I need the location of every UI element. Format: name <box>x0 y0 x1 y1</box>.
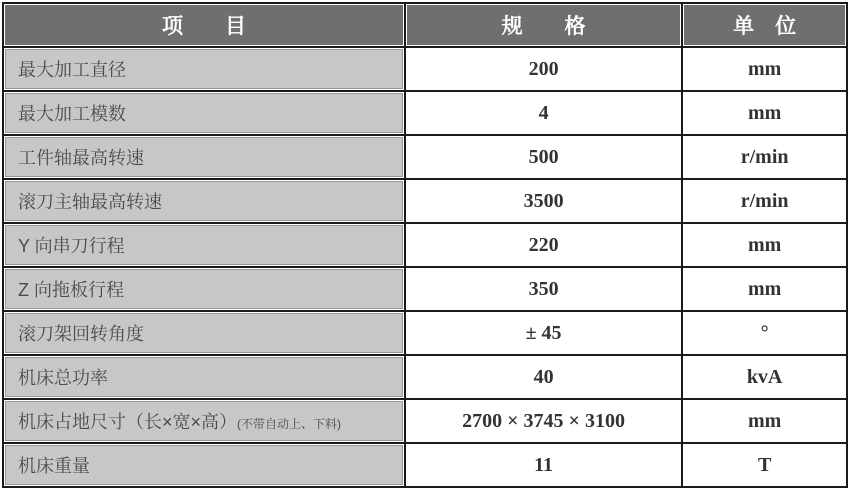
row-label: 滚刀主轴最高转速 <box>18 192 162 212</box>
spec-value-cell: 4 <box>406 92 681 134</box>
table-row <box>4 268 846 310</box>
unit-cell: T <box>683 444 846 486</box>
table-row <box>4 224 846 266</box>
spec-value-cell: 220 <box>406 224 681 266</box>
row-label: 机床总功率 <box>18 368 108 388</box>
spec-value-cell: 11 <box>406 444 681 486</box>
spec-value-cell: 200 <box>406 48 681 90</box>
col-header-item: 项 目 <box>4 4 404 46</box>
row-label-cell <box>4 48 404 90</box>
row-label-cell <box>4 180 404 222</box>
row-label-cell <box>4 92 404 134</box>
header-row <box>4 4 846 46</box>
unit-cell: r/min <box>683 136 846 178</box>
table-row <box>4 400 846 442</box>
unit-cell: mm <box>683 92 846 134</box>
unit-cell: mm <box>683 400 846 442</box>
row-label: Z 向拖板行程 <box>18 280 124 300</box>
row-label-cell <box>4 356 404 398</box>
row-label: Y 向串刀行程 <box>18 236 125 256</box>
row-label-cell <box>4 400 404 442</box>
row-label: 机床占地尺寸（长×宽×高） <box>18 412 238 432</box>
table-row <box>4 444 846 486</box>
table-row <box>4 48 846 90</box>
machine-specs-table <box>2 2 848 488</box>
row-label-cell <box>4 444 404 486</box>
unit-cell: mm <box>683 268 846 310</box>
table-row <box>4 180 846 222</box>
row-label: 最大加工直径 <box>18 60 126 80</box>
row-label: 滚刀架回转角度 <box>18 324 144 344</box>
row-label: 最大加工模数 <box>18 104 126 124</box>
spec-value-cell: 3500 <box>406 180 681 222</box>
col-header-spec: 规 格 <box>406 4 681 46</box>
spec-value-cell: 350 <box>406 268 681 310</box>
spec-value-cell: 40 <box>406 356 681 398</box>
row-label-cell <box>4 312 404 354</box>
unit-cell: mm <box>683 224 846 266</box>
table-row <box>4 312 846 354</box>
row-label: 工件轴最高转速 <box>18 148 144 168</box>
spec-value-cell: 500 <box>406 136 681 178</box>
row-label-cell <box>4 268 404 310</box>
row-label-cell <box>4 136 404 178</box>
spec-value-cell: ± 45 <box>406 312 681 354</box>
spec-value-cell: 2700 × 3745 × 3100 <box>406 400 681 442</box>
row-label-note: (不带自动上、下料) <box>237 417 342 431</box>
unit-cell: r/min <box>683 180 846 222</box>
table-row <box>4 356 846 398</box>
table-row <box>4 92 846 134</box>
row-label: 机床重量 <box>18 456 90 476</box>
unit-cell: ° <box>683 312 846 354</box>
unit-cell: kvA <box>683 356 846 398</box>
col-header-unit: 单 位 <box>683 4 846 46</box>
unit-cell: mm <box>683 48 846 90</box>
row-label-cell <box>4 224 404 266</box>
table-row <box>4 136 846 178</box>
